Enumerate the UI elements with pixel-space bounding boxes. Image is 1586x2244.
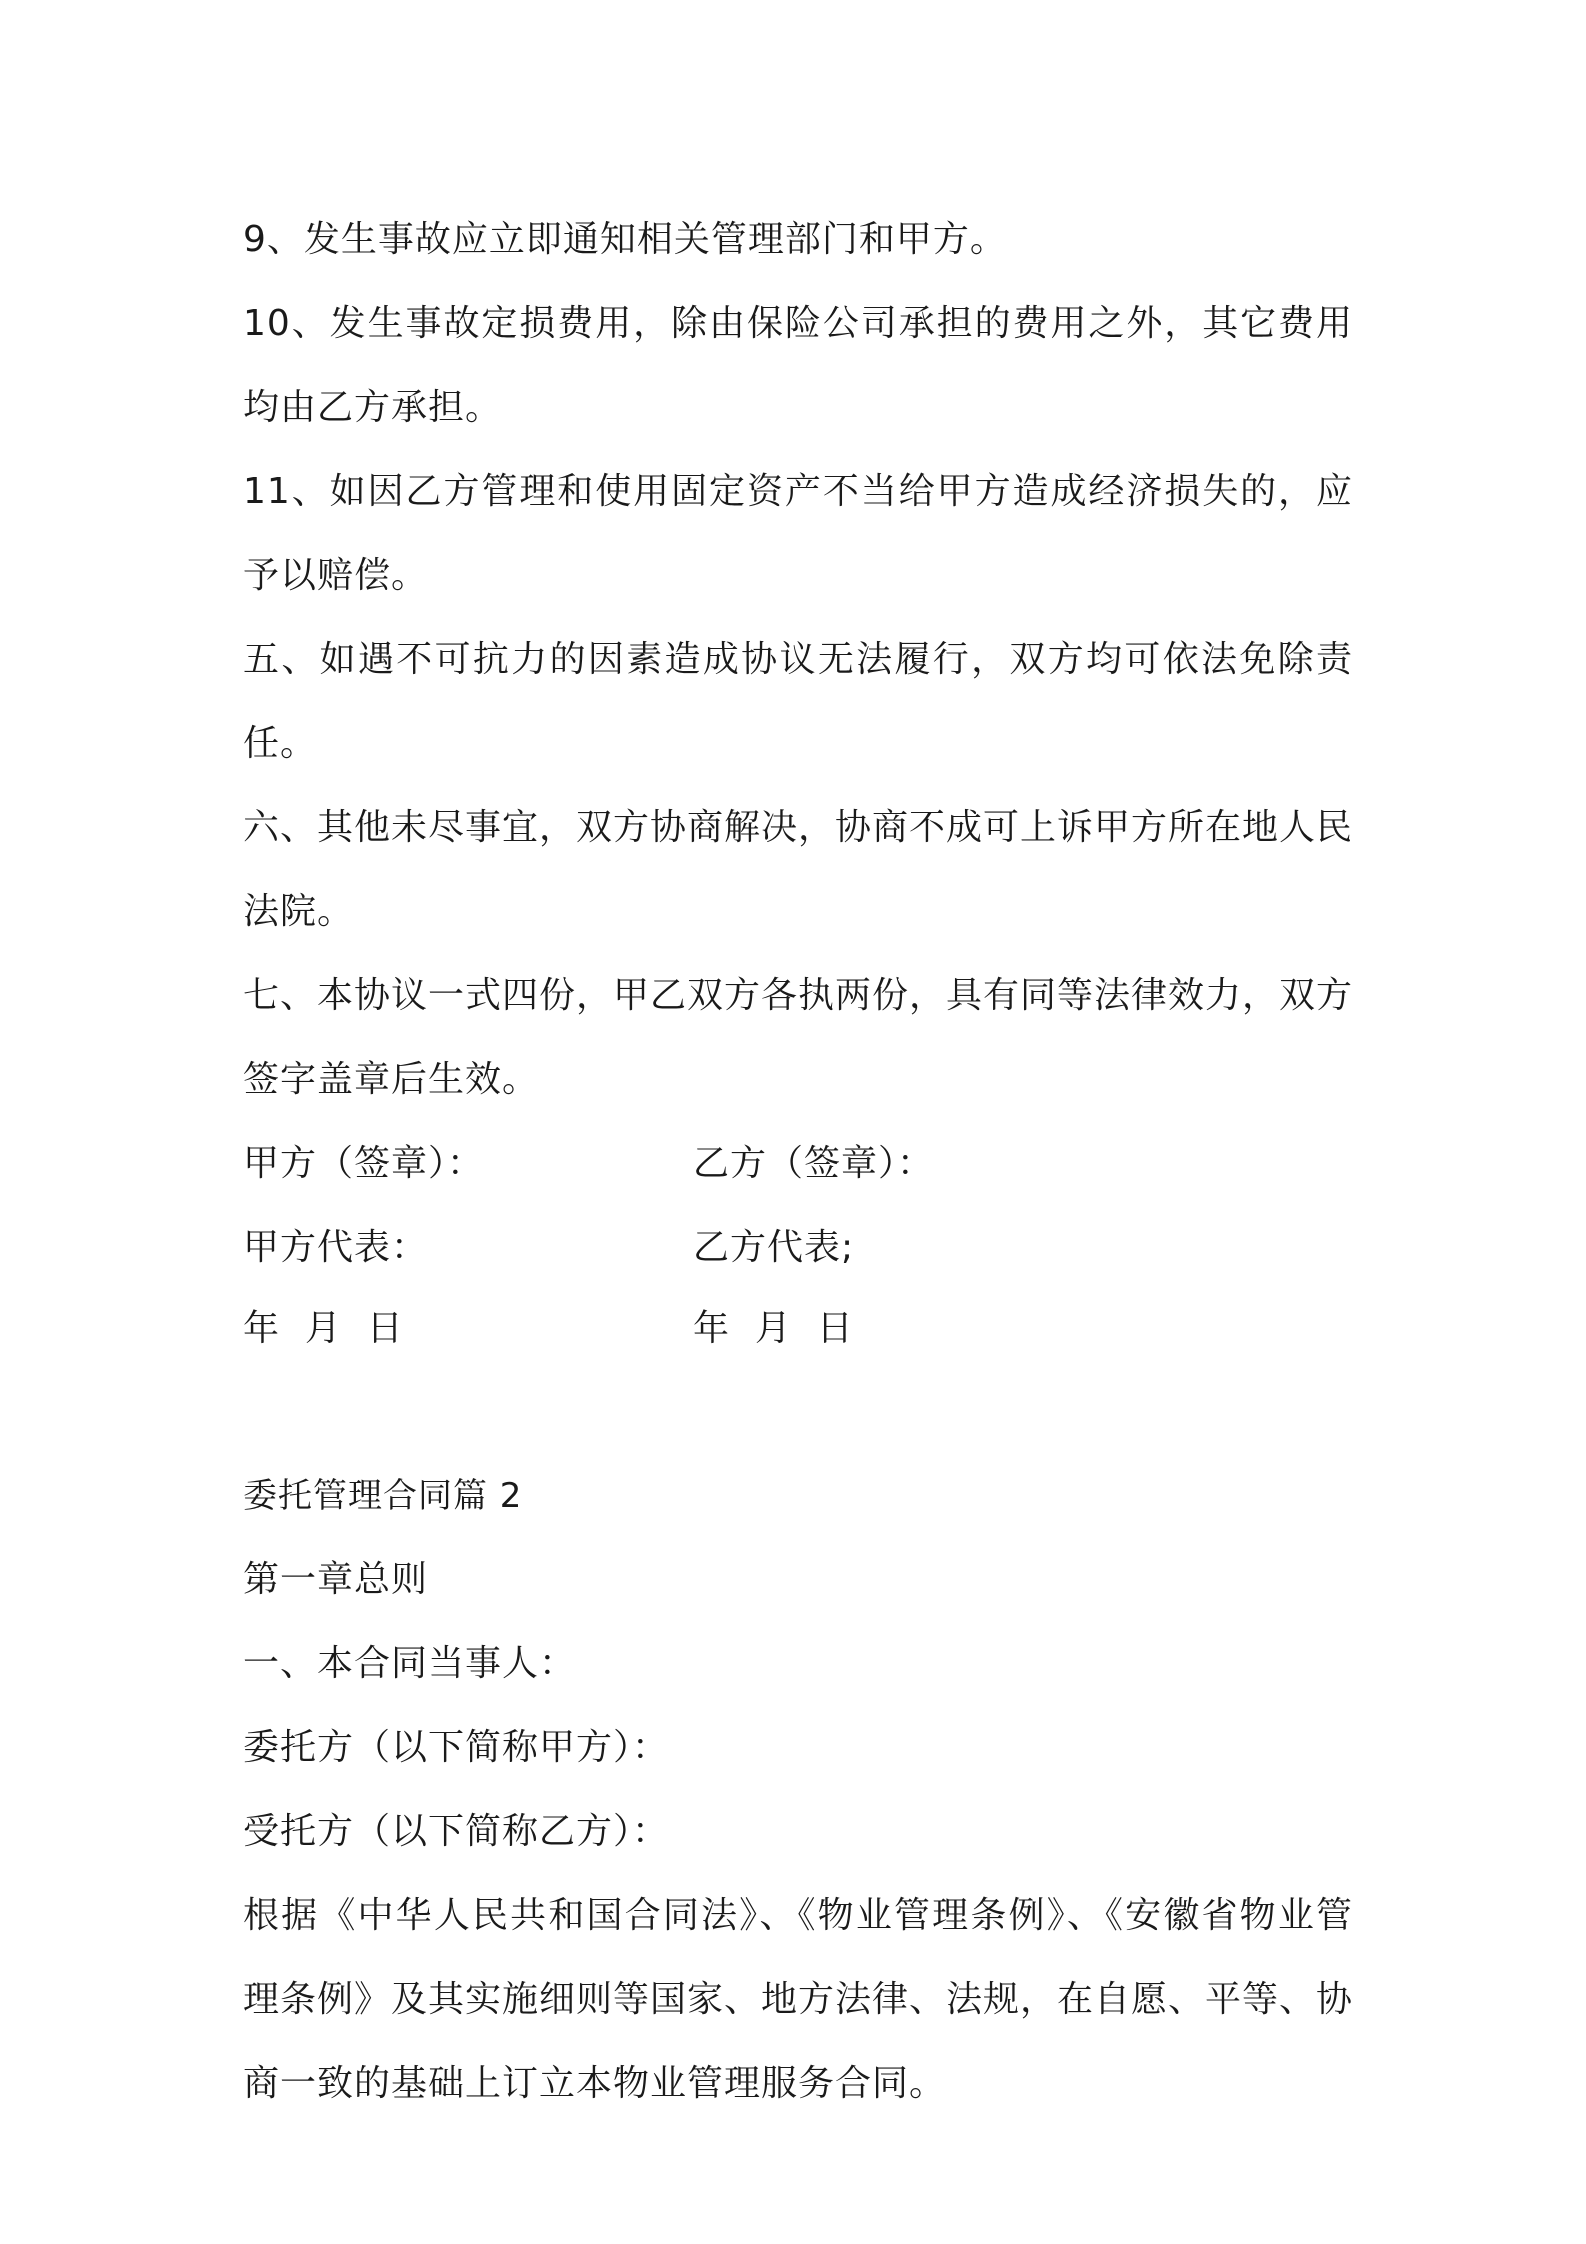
clause-7-copies: 七、本协议一式四份，甲乙双方各执两份，具有同等法律效力，双方签字盖章后生效。 xyxy=(243,975,1354,1100)
section-spacer xyxy=(243,1368,1353,1454)
clause-6-disputes: 六、其他未尽事宜，双方协商解决，协商不成可上诉甲方所在地人民法院。 xyxy=(243,807,1354,932)
section-2-title: 委托管理合同篇 2 xyxy=(243,1476,523,1516)
party-b-seal-label: 乙方（签章）： xyxy=(693,1143,935,1184)
signature-seal-row xyxy=(243,1122,1353,1206)
signature-rep-row xyxy=(243,1206,1353,1290)
signature-date-row xyxy=(243,1290,1353,1368)
party-b-rep-label: 乙方代表; xyxy=(693,1227,855,1268)
clause-5-force-majeure: 五、如遇不可抗力的因素造成协议无法履行，双方均可依法免除责任。 xyxy=(243,639,1353,764)
section-2 xyxy=(243,1454,1353,2126)
agent-line: 受托方（以下简称乙方）： xyxy=(243,1811,670,1852)
legal-basis-paragraph: 根据《中华人民共和国合同法》、《物业管理条例》、《安徽省物业管理条例》及其实施细则等国家、地方法律、法规，在自愿、平等、协商一致的基础上订立本物业管理服务合同。 xyxy=(243,1895,1354,2104)
party-a-date: 年 月 日 xyxy=(243,1308,404,1349)
party-a-seal-label: 甲方（签章）： xyxy=(243,1143,485,1184)
party-b-date: 年 月 日 xyxy=(693,1308,854,1349)
clause-9: 9、发生事故应立即通知相关管理部门和甲方。 xyxy=(243,219,1007,260)
parties-heading: 一、本合同当事人： xyxy=(243,1643,577,1684)
clause-11: 11、如因乙方管理和使用固定资产不当给甲方造成经济损失的，应予以赔偿。 xyxy=(243,471,1353,596)
principal-line: 委托方（以下简称甲方）： xyxy=(243,1727,670,1768)
clause-10: 10、发生事故定损费用，除由保险公司承担的费用之外，其它费用均由乙方承担。 xyxy=(243,303,1353,428)
chapter-heading: 第一章总则 xyxy=(243,1559,429,1600)
party-a-rep-label: 甲方代表： xyxy=(243,1227,429,1268)
document-body xyxy=(243,198,1353,2126)
